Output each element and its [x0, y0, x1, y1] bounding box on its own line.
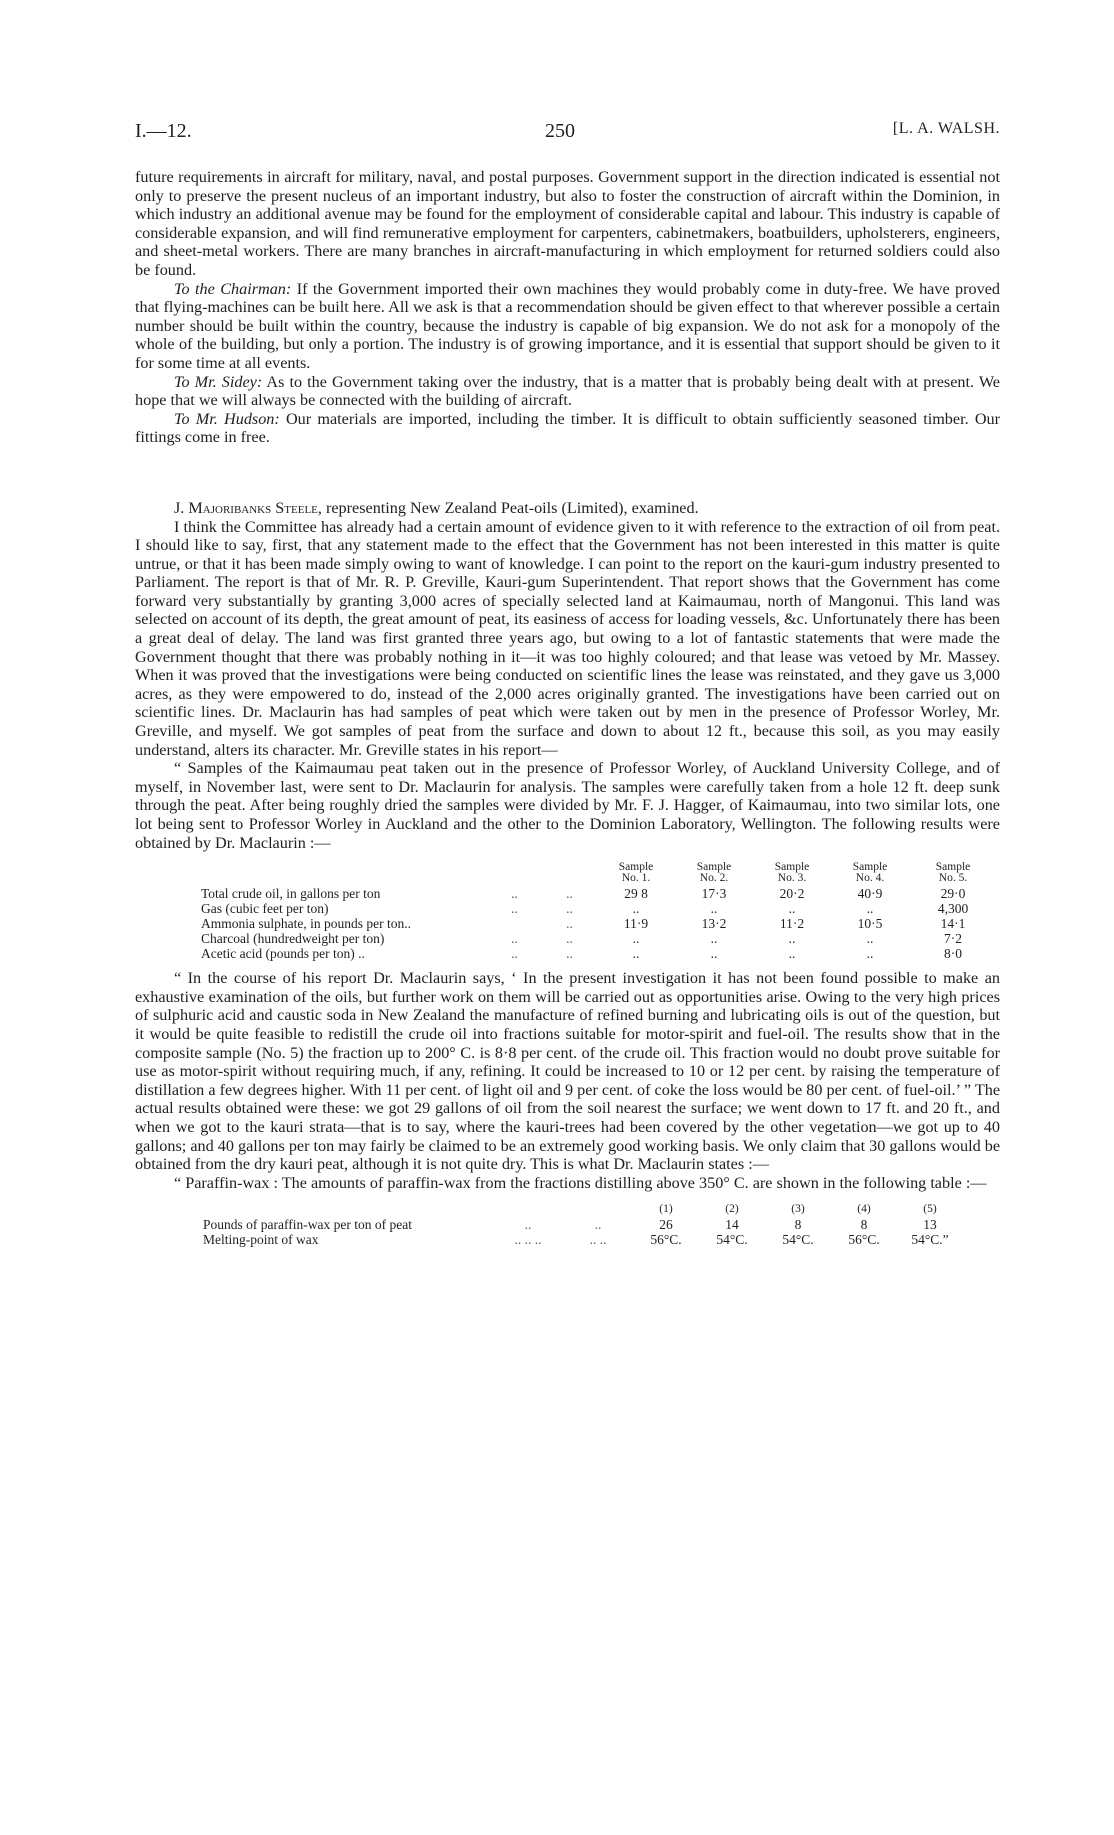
page-number: 250 [545, 120, 575, 142]
column-header: (4) [857, 1203, 871, 1216]
table-cell: 11·9 [623, 916, 649, 932]
answer-chairman: If the Government imported their own machines they would probably come in duty-free. We have proved that flying-machines can be built here. All we ask is that a recommendation should be given effect to that wherever possible a certain number should be built within the country, because the industry is capable of big expansion. We do not ask for a monopoly of the whole of the building, but only a portion. The industry is of growing importance, and it is essential that support should be given to it for some time at all events. [135, 279, 1001, 372]
table-cell: 17·3 [701, 886, 727, 902]
table-cell: 11·2 [779, 916, 805, 932]
column-header: (2) [725, 1203, 739, 1216]
paragraph-steele-evidence: I think the Committee has already had a certain amount of evidence given to it with reference to the extraction of oil from peat. I should like to say, first, that any statement made to the effect that the Government has not been interested in this matter is quite untrue, or that it has been made simply owing to want of knowledge. I can point to the report on the kauri-gum industry presented to Parliament. The report is that of Mr. R. P. Greville, Kauri-gum Superintendent. That report shows that the Government has come forward very substantially by granting 3,000 acres of specially selected land at Kaimaumau, north of Mangonui. This land was selected on account of its depth, the great amount of peat, its easiness of access for loading vessels, &c. Unfortunately there has been a great deal of delay. The land was first granted three years ago, but owing to a lot of fantastic statements that were made the Government thought that there was probably nothing in it—it was too highly coloured; and that lease was vetoed by Mr. Massey. When it was proved that the investigations were being conducted on scientific lines the lease was reinstated, and they gave us 3,000 acres, as they were empowered to do, instead of the 2,000 acres originally granted. The investigations have been carried out on scientific lines. Dr. Maclaurin has had samples of peat which were taken out by men in the presence of Professor Worley, Mr. Greville, and myself. We got samples of peat from the surface and down to about 12 ft., because this soil, as you may easily understand, alters its character. Mr. Greville states in his report— [135, 517, 1000, 759]
answer-sidey: As to the Government taking over the industry, that is a matter that is probably being dealt with at present. We hope that we will always be connected with the building of aircraft. [135, 372, 1000, 410]
table-cell: .. [710, 901, 718, 917]
column-header: Sample No. 5. [935, 861, 971, 885]
table-cell: 13 [923, 1217, 937, 1233]
table-header-row [203, 1202, 963, 1217]
table-row: Charcoal (hundredweight per ton) .. .. .. .. .. .. 7·2 [201, 931, 997, 946]
table-row: Ammonia sulphate, in pounds per ton.. .. 11·9 13·2 11·2 10·5 14·1 [201, 916, 997, 931]
table-cell: 29 8 [624, 886, 648, 902]
page-header [135, 120, 1000, 150]
table-cell: .. [788, 901, 796, 917]
table-row: Gas (cubic feet per ton) .. .. .. .. .. .. 4,300 [201, 901, 997, 916]
table-cell: 54°C. [716, 1232, 748, 1248]
paragraph-maclaurin-report: “ In the course of his report Dr. Maclaurin says, ‘ In the present investigation it has not been found possible to make an exhaustive examination of the oils, but further work on them will be carried out as opportunities arise. Owing to the very high prices of sulphuric acid and caustic soda in New Zealand the manufacture of refined burning and lubricating oils is out of the question, but it would be quite feasible to redistill the crude oil into fractions suitable for motor-spirit and fuel-oil. The results show that in the composite sample (No. 5) the fraction up to 200° C. is 8·8 per cent. of the crude oil. This fraction would no doubt prove suitable for use as motor-spirit without requiring much, if any, refining. It could be increased to 10 or 12 per cent. by raising the temperature of distillation a few degrees higher. With 11 per cent. of light oil and 9 per cent. of coke the loss would be 80 per cent. of fuel-oil.’ ” The actual results obtained were these: we got 29 gallons of oil from the soil nearest the surface; we went down to 17 ft. and 20 ft., and when we got to the kauri strata—that is to say, where the kauri-trees had been covered by the other vegetation—we got up to 40 gallons; and 40 gallons per ton may fairly be claimed to be an extremely good working basis. We only claim that 30 gallons would be obtained from the dry kauri peat, although it is not quite dry. This is what Dr. Maclaurin states :— [135, 969, 1000, 1174]
table-row: Melting-point of wax .. .. .. .. .. 56°C. 54°C. 54°C. 56°C. 54°C.” [203, 1232, 963, 1247]
column-header: (3) [791, 1203, 805, 1216]
paragraph-aircraft-continuation: future requirements in aircraft for military, naval, and postal purposes. Government support in the direction indicated is essential not only to preserve the present nucleus of an important industry, but also to foster the construction of aircraft within the Dominion, in which industry an additional avenue may be found for the employment of considerable capital and labour. This industry is capable of considerable expansion, and will find remunerative employment for carpenters, cabinetmakers, boatbuilders, upholsterers, engineers, and sheet-metal workers. There are many branches in aircraft-manufacturing in which employment for returned soldiers could also be found. [135, 168, 1000, 279]
table-cell: .. [866, 931, 874, 947]
table-cell: 54°C. [782, 1232, 814, 1248]
table-cell: .. [788, 931, 796, 947]
column-header: Sample No. 4. [852, 861, 888, 885]
column-header: (1) [659, 1203, 673, 1216]
table-cell: 40·9 [857, 886, 883, 902]
addressee-chairman: To the Chairman: [174, 279, 292, 298]
row-label: Pounds of paraffin-wax per ton of peat [203, 1217, 412, 1233]
paragraph-paraffin-wax: “ Paraffin-wax : The amounts of paraffin-wax from the fractions distilling above 350° C. are shown in the following table :— [174, 1173, 987, 1192]
column-header: Sample No. 3. [774, 861, 810, 885]
table-cell: 13·2 [701, 916, 727, 932]
document-body [135, 168, 1000, 1247]
witness-heading-rest: , representing New Zealand Peat-oils (Limited), examined. [317, 498, 699, 517]
table-cell: .. [710, 946, 718, 962]
table-cell: .. [632, 946, 640, 962]
row-label: Gas (cubic feet per ton) [201, 901, 329, 917]
table-cell: 56°C. [650, 1232, 682, 1248]
table-row: Acetic acid (pounds per ton) .. .. .. .. .. .. .. 8·0 [201, 946, 997, 961]
addressee-hudson: To Mr. Hudson: [174, 409, 280, 428]
table-cell: 26 [659, 1217, 673, 1233]
row-label: Melting-point of wax [203, 1232, 319, 1248]
table-cell: 10·5 [857, 916, 883, 932]
table-cell: 14 [725, 1217, 739, 1233]
row-label: Acetic acid (pounds per ton) .. [201, 946, 365, 962]
column-header: (5) [923, 1203, 937, 1216]
table-cell: 7·2 [944, 931, 962, 947]
paraffin-wax-table [203, 1202, 963, 1247]
addressee-sidey: To Mr. Sidey: [174, 372, 263, 391]
table-header-row [201, 862, 997, 886]
table-cell: .. [632, 931, 640, 947]
paragraph-to-chairman [135, 280, 1000, 373]
peat-results-table [201, 862, 997, 961]
table-cell: .. [710, 931, 718, 947]
table-row: Total crude oil, in gallons per ton .. .. 29 8 17·3 20·2 40·9 29·0 [201, 886, 997, 901]
column-header: Sample No. 1. [618, 861, 654, 885]
column-header: Sample No. 2. [696, 861, 732, 885]
paragraph-greville-report: “ Samples of the Kaimaumau peat taken out in the presence of Professor Worley, of Auckland University College, and of myself, in November last, were sent to Dr. Maclaurin for analysis. The samples were carefully taken from a hole 12 ft. deep sunk through the peat. After being roughly dried the samples were divided by Mr. F. J. Hagger, of Kaimaumau, into two similar lots, one lot being sent to Professor Worley in Auckland and the other to the Dominion Laboratory, Wellington. The following results were obtained by Dr. Maclaurin :— [135, 759, 1000, 852]
table-cell: 4,300 [937, 901, 969, 917]
table-cell: 14·1 [940, 916, 966, 932]
table-row: Pounds of paraffin-wax per ton of peat .. .. 26 14 8 8 13 [203, 1217, 963, 1232]
table-cell: 8·0 [944, 946, 962, 962]
table-cell: .. [788, 946, 796, 962]
witness-heading [135, 499, 1000, 518]
table-cell: .. [866, 901, 874, 917]
table-cell: 8 [860, 1217, 868, 1233]
table-cell: 20·2 [779, 886, 805, 902]
table-cell: .. [866, 946, 874, 962]
witness-name: [L. A. WALSH. [892, 120, 1000, 137]
paragraph-to-mr-sidey [135, 373, 1000, 410]
row-label: Total crude oil, in gallons per ton [201, 886, 381, 902]
table-cell: 29·0 [940, 886, 966, 902]
paragraph-to-mr-hudson [135, 410, 1000, 447]
table-cell: 54°C.” [911, 1232, 949, 1248]
witness-heading-name: J. Majoribanks Steele [174, 498, 318, 517]
paper-number: I.—12. [135, 120, 192, 142]
table-cell: 56°C. [848, 1232, 880, 1248]
table-cell: 8 [794, 1217, 802, 1233]
answer-hudson: Our materials are imported, including the timber. It is difficult to obtain sufficiently seasoned timber. Our fittings come in free. [135, 409, 1000, 447]
table-cell: .. [632, 901, 640, 917]
row-label: Charcoal (hundredweight per ton) [201, 931, 385, 947]
row-label: Ammonia sulphate, in pounds per ton.. [201, 916, 411, 932]
